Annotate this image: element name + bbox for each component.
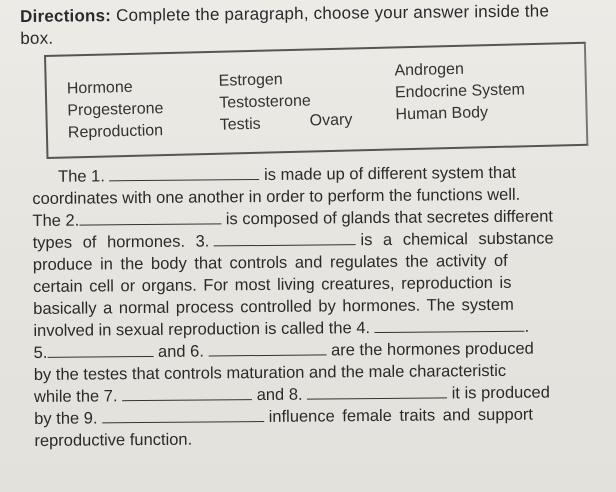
answer-blank-2[interactable] xyxy=(79,209,221,225)
directions xyxy=(20,0,600,50)
para-text: is a chemical substance xyxy=(360,229,554,250)
para-line-13: reproductive function. xyxy=(34,430,193,450)
directions-text-2: box. xyxy=(20,28,54,48)
para-line-5: produce in the body that controls and regulates the activity of xyxy=(32,251,508,274)
para-text: are the hormones produced xyxy=(330,339,534,360)
answer-blank-7[interactable] xyxy=(122,385,252,401)
word-ovary: Ovary xyxy=(309,111,353,130)
word-testis: Testis xyxy=(219,115,261,134)
para-text: . xyxy=(524,317,530,336)
para-text: is composed of glands that secretes different xyxy=(225,207,554,229)
word-endocrine-system: Endocrine System xyxy=(394,81,526,102)
answer-blank-9[interactable] xyxy=(102,407,264,423)
para-line-6: certain cell or organs. For most living creatures, reproduction is xyxy=(32,273,512,296)
word-box xyxy=(44,42,588,159)
para-text: while the 7. xyxy=(33,387,118,406)
answer-blank-8[interactable] xyxy=(307,383,447,399)
para-text: 5. xyxy=(33,343,48,362)
answer-blank-6[interactable] xyxy=(208,340,326,356)
answer-blank-4[interactable] xyxy=(375,317,525,333)
word-reproduction: Reproduction xyxy=(67,122,164,142)
para-line-2: coordinates with one another in order to perform the functions well. xyxy=(32,185,521,208)
para-text: and 6. xyxy=(157,342,204,361)
para-text: types of hormones. 3. xyxy=(32,232,210,252)
para-text: involved in sexual reproduction is called the 4. xyxy=(33,319,371,340)
para-text: it is produced xyxy=(451,383,550,403)
para-text: The 2. xyxy=(32,211,80,230)
paragraph xyxy=(32,161,604,450)
answer-blank-1[interactable] xyxy=(109,165,259,181)
para-text: by the 9. xyxy=(34,409,98,428)
word-human-body: Human Body xyxy=(395,104,489,124)
answer-blank-3[interactable] xyxy=(214,230,356,246)
para-text: is made up of different system that xyxy=(263,163,517,184)
word-estrogen: Estrogen xyxy=(218,71,283,90)
directions-label: Directions: xyxy=(20,6,112,26)
word-testosterone: Testosterone xyxy=(219,92,312,112)
para-text: The 1. xyxy=(58,167,105,186)
para-line-7: basically a normal process controlled by hormones. The system xyxy=(33,295,514,318)
para-text: and 8. xyxy=(256,385,303,405)
para-line-10: by the testes that controls maturation and the male characteristic xyxy=(33,361,507,384)
directions-text: Complete the paragraph, choose your answer inside the xyxy=(115,1,550,25)
word-androgen: Androgen xyxy=(394,60,465,80)
para-line-12 xyxy=(34,404,533,430)
answer-blank-5[interactable] xyxy=(47,342,153,358)
word-hormone: Hormone xyxy=(66,78,133,98)
para-text: influence female traits and support xyxy=(268,405,533,426)
word-progesterone: Progesterone xyxy=(67,100,164,120)
